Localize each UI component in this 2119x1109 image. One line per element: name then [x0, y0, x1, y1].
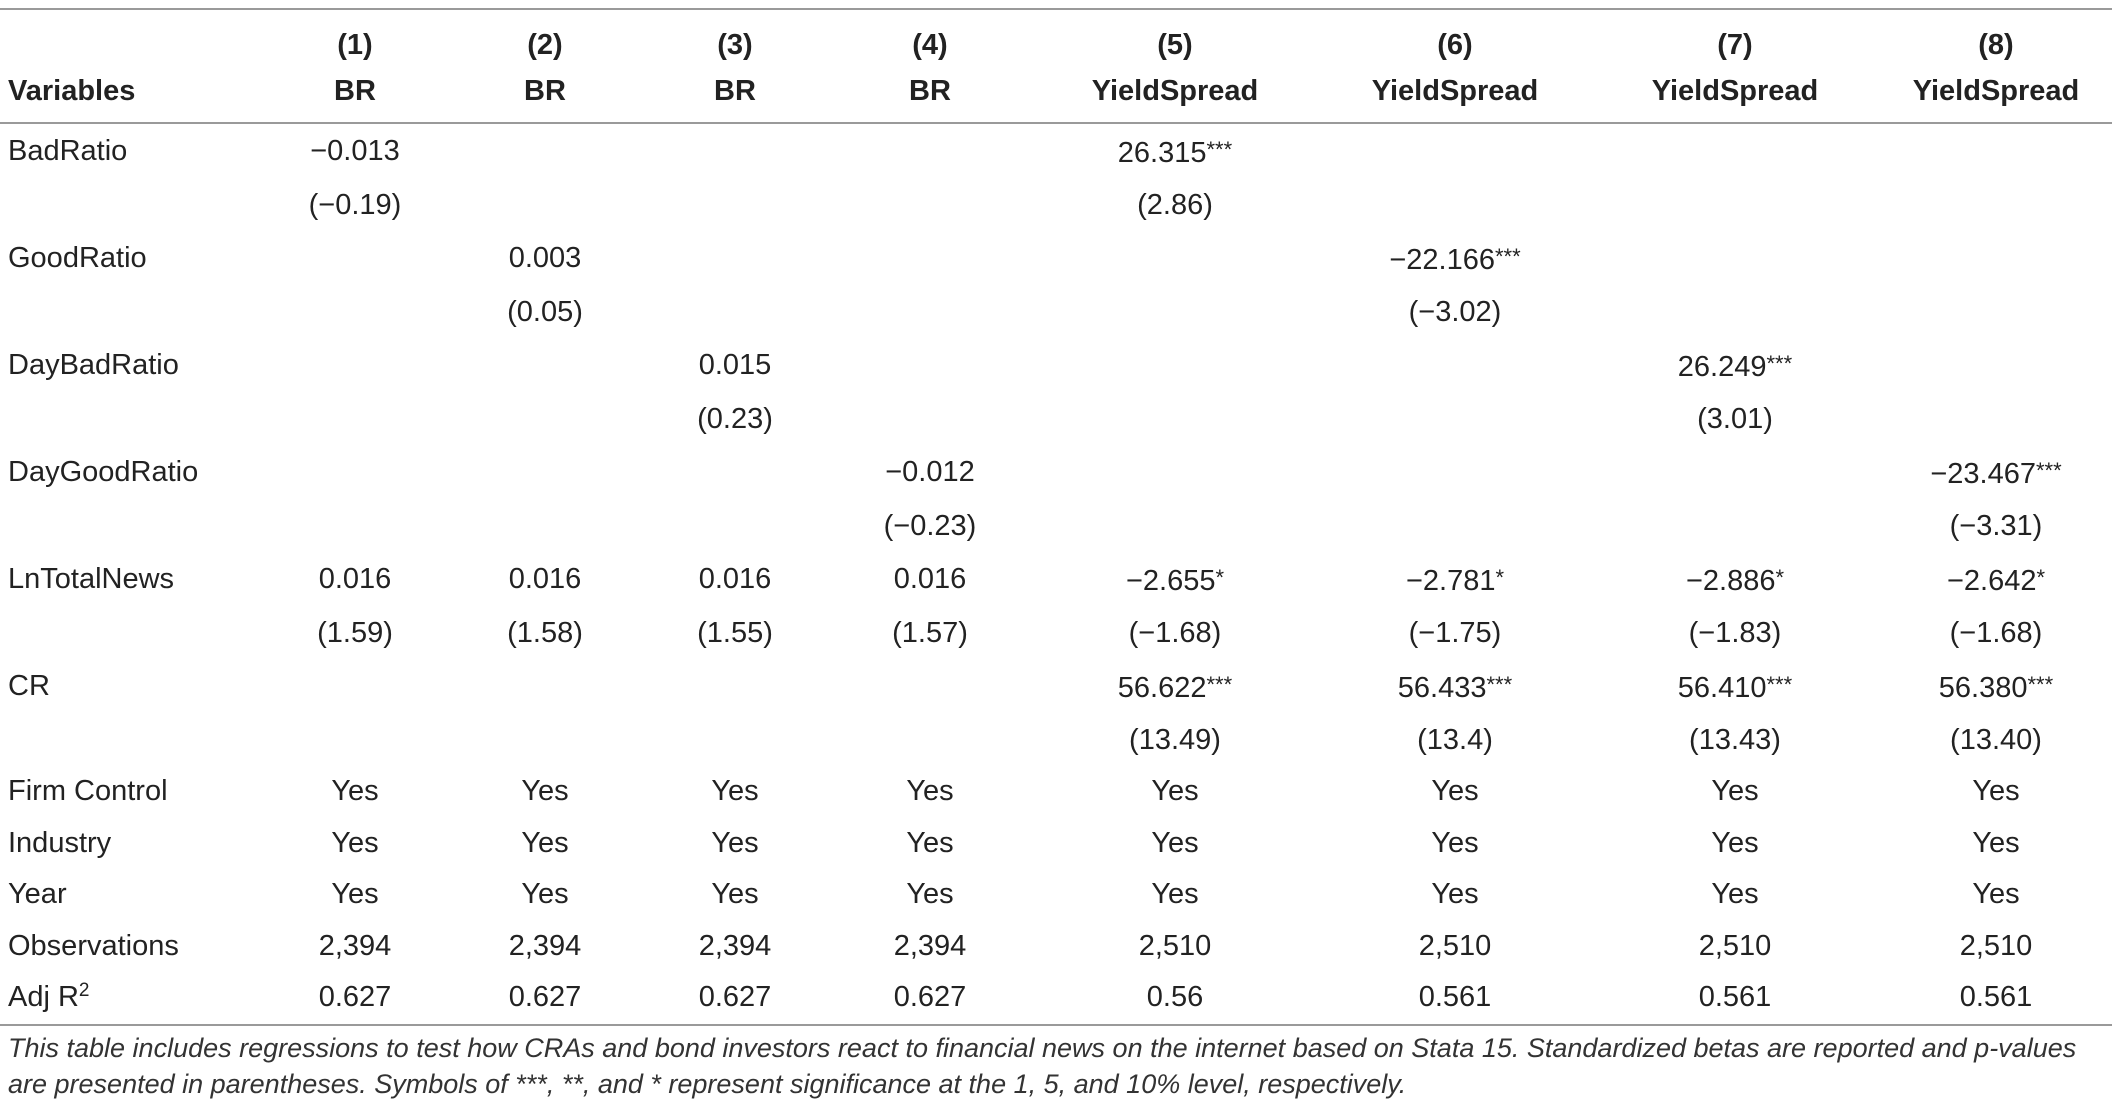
table-cell [830, 766, 1030, 818]
table-cell [1030, 921, 1320, 973]
cell-value: Yes [521, 826, 569, 859]
table-cell [830, 972, 1030, 1025]
cell-value: 56.380 [1938, 672, 2028, 704]
table-cell [450, 869, 640, 921]
table-cell [640, 659, 830, 715]
header-variables-label: Variables [0, 68, 260, 123]
table-row [0, 394, 2112, 446]
table-row [0, 338, 2112, 394]
table-cell [1590, 180, 1880, 232]
table-cell [1320, 445, 1590, 501]
row-label [0, 552, 260, 608]
cell-value: −0.013 [310, 135, 400, 167]
header-row-dependents [0, 68, 2112, 123]
table-cell [1590, 231, 1880, 287]
header-column-number: (5) [1157, 29, 1193, 61]
table-cell [830, 552, 1030, 608]
table-cell [640, 818, 830, 870]
table-cell [260, 766, 450, 818]
cell-value: (1.55) [697, 616, 773, 649]
table-cell [1880, 501, 2112, 553]
cell-value: Yes [1711, 826, 1759, 859]
table-cell [1590, 972, 1880, 1025]
table-cell [1880, 180, 2112, 232]
table-row [0, 659, 2112, 715]
table-cell [1590, 552, 1880, 608]
table-row [0, 287, 2112, 339]
row-label-text: Adj R [8, 981, 79, 1013]
cell-value: 26.315 [1117, 137, 1207, 169]
table-cell [1030, 338, 1320, 394]
table-cell [830, 231, 1030, 287]
header-dependent-variable: BR [640, 68, 830, 123]
significance-stars: *** [1206, 137, 1233, 162]
table-body [0, 123, 2112, 1025]
row-label-text: Observations [8, 929, 179, 962]
header-dependent-variable: BR [260, 68, 450, 123]
cell-value: Yes [331, 775, 379, 807]
table-cell [1030, 659, 1320, 715]
row-label-text: LnTotalNews [8, 563, 175, 595]
table-cell [640, 869, 830, 921]
cell-value: Yes [1972, 878, 2020, 910]
cell-value: 2,394 [508, 929, 582, 962]
table-cell [1030, 123, 1320, 180]
table-cell [260, 287, 450, 339]
cell-value: −2.781 [1405, 565, 1496, 597]
table-cell [830, 501, 1030, 553]
table-cell [1880, 869, 2112, 921]
cell-value: 0.627 [318, 981, 392, 1013]
cell-value: 0.561 [1698, 981, 1772, 1013]
cell-value: 2,394 [318, 929, 392, 962]
table-cell [1880, 921, 2112, 973]
table-cell [1590, 287, 1880, 339]
table-cell [260, 394, 450, 446]
table-cell [1590, 445, 1880, 501]
table-cell [450, 818, 640, 870]
table-cell [640, 715, 830, 767]
cell-value: −23.467 [1930, 458, 2036, 490]
table-cell [1030, 818, 1320, 870]
table-cell [1880, 123, 2112, 180]
row-label [0, 818, 260, 870]
header-column-number: (7) [1717, 29, 1753, 61]
cell-value: 2,510 [1418, 929, 1492, 962]
table-cell [830, 445, 1030, 501]
header-row-numbers [0, 10, 2112, 68]
row-label-text: BadRatio [8, 135, 128, 167]
cell-value: 0.015 [698, 349, 772, 381]
header-column-number: (1) [337, 29, 373, 61]
cell-value: 2,510 [1698, 929, 1772, 962]
table-row [0, 123, 2112, 180]
cell-value: (−3.02) [1408, 295, 1502, 328]
cell-value: Yes [1151, 878, 1199, 910]
table-cell [1590, 766, 1880, 818]
cell-value: (0.05) [507, 295, 583, 328]
header-blank [0, 10, 260, 68]
table-cell [1030, 394, 1320, 446]
cell-value: (1.57) [892, 616, 968, 649]
cell-value: (−1.75) [1408, 616, 1502, 649]
cell-value: 2,394 [893, 929, 967, 962]
significance-stars: *** [1766, 672, 1793, 697]
table-cell [640, 338, 830, 394]
table-row [0, 231, 2112, 287]
significance-stars: * [2036, 565, 2046, 590]
table-cell [1880, 818, 2112, 870]
cell-value: Yes [711, 878, 759, 910]
table-cell [450, 231, 640, 287]
table-cell [640, 972, 830, 1025]
table-cell [1880, 552, 2112, 608]
significance-stars: * [1495, 565, 1505, 590]
header-dependent-variable: YieldSpread [1590, 68, 1880, 123]
table-row [0, 608, 2112, 660]
significance-stars: * [1215, 565, 1225, 590]
table-cell [450, 287, 640, 339]
cell-value: Yes [711, 826, 759, 859]
table-cell [1030, 552, 1320, 608]
cell-value: Yes [521, 775, 569, 807]
cell-value: Yes [906, 878, 954, 910]
row-label-text: CR [8, 670, 50, 702]
header-column-number: (2) [527, 29, 563, 61]
table-cell [260, 552, 450, 608]
table-cell [450, 394, 640, 446]
header-dependent-variable: YieldSpread [1320, 68, 1590, 123]
table-cell [640, 123, 830, 180]
cell-value: Yes [331, 878, 379, 910]
table-cell [640, 180, 830, 232]
cell-value: 0.003 [508, 242, 582, 274]
table-note: This table includes regressions to test how CRAs and bond investors react to financial news on the internet based on Stata 15. Standardized betas are reported and p-values are presented in parentheses. Symbols of ***, **, and * represent significance at the 1, 5, and 10% level, respectively. [8, 1033, 2077, 1099]
table-cell [450, 972, 640, 1025]
table-cell [1320, 338, 1590, 394]
row-label [0, 287, 260, 339]
header-dependent-variable: BR [450, 68, 640, 123]
table-cell [1030, 501, 1320, 553]
cell-value: Yes [1151, 826, 1199, 859]
table-cell [1590, 659, 1880, 715]
table-cell [1880, 338, 2112, 394]
table-cell [1030, 766, 1320, 818]
table-cell [260, 659, 450, 715]
cell-value: Yes [906, 775, 954, 807]
cell-value: 56.622 [1117, 672, 1207, 704]
header-dependent-variable: YieldSpread [1880, 68, 2112, 123]
significance-stars: *** [1766, 351, 1793, 376]
table-cell [640, 394, 830, 446]
cell-value: 0.56 [1146, 981, 1204, 1013]
table-cell [450, 715, 640, 767]
table-cell [830, 659, 1030, 715]
row-label-superscript: 2 [78, 980, 90, 1001]
header-column-number: (4) [912, 29, 948, 61]
table-cell [260, 501, 450, 553]
table-cell [1320, 180, 1590, 232]
cell-value: 56.410 [1677, 672, 1767, 704]
row-label-text: DayBadRatio [8, 349, 179, 381]
row-label [0, 394, 260, 446]
table-cell [1030, 715, 1320, 767]
cell-value: (13.49) [1129, 723, 1221, 756]
cell-value: 0.561 [1418, 981, 1492, 1013]
table-cell [1320, 231, 1590, 287]
cell-value: Yes [1431, 775, 1479, 807]
row-label [0, 338, 260, 394]
row-label [0, 869, 260, 921]
table-cell [260, 972, 450, 1025]
significance-stars: *** [2035, 458, 2062, 483]
table-cell [450, 445, 640, 501]
table-cell [640, 445, 830, 501]
table-cell [830, 287, 1030, 339]
row-label [0, 123, 260, 180]
table-cell [1320, 501, 1590, 553]
row-label [0, 715, 260, 767]
table-cell [640, 287, 830, 339]
table-cell [1880, 445, 2112, 501]
table-cell [260, 869, 450, 921]
cell-value: (−3.31) [1949, 509, 2043, 542]
table-cell [260, 445, 450, 501]
significance-stars: *** [1494, 244, 1521, 269]
table-cell [1320, 608, 1590, 660]
table-cell [830, 338, 1030, 394]
table-cell [260, 921, 450, 973]
table-cell [1030, 445, 1320, 501]
table-row [0, 180, 2112, 232]
cell-value: 0.627 [893, 981, 967, 1013]
header-column-number: (6) [1437, 29, 1473, 61]
table-header [0, 9, 2112, 123]
table-cell [640, 921, 830, 973]
table-cell [260, 231, 450, 287]
table-cell [1880, 608, 2112, 660]
row-label [0, 766, 260, 818]
table-cell [450, 338, 640, 394]
cell-value: 26.249 [1677, 351, 1767, 383]
table-cell [1320, 287, 1590, 339]
cell-value: (−1.83) [1688, 616, 1782, 649]
table-row [0, 445, 2112, 501]
table-row [0, 921, 2112, 973]
table-cell [1590, 123, 1880, 180]
header-dependent-variable: BR [830, 68, 1030, 123]
significance-stars: *** [1206, 672, 1233, 697]
table-cell [450, 659, 640, 715]
cell-value: (1.59) [317, 616, 393, 649]
table-cell [640, 608, 830, 660]
cell-value: Yes [331, 826, 379, 859]
row-label-text: Industry [8, 826, 112, 859]
row-label-text: Year [8, 878, 67, 910]
table-cell [830, 869, 1030, 921]
table-cell [260, 338, 450, 394]
table-cell [1590, 921, 1880, 973]
cell-value: −2.655 [1125, 565, 1216, 597]
table-cell [450, 180, 640, 232]
table-cell [640, 552, 830, 608]
row-label [0, 231, 260, 287]
table-cell [1880, 231, 2112, 287]
row-label [0, 972, 260, 1025]
cell-value: (13.4) [1417, 723, 1493, 756]
table-cell [1030, 287, 1320, 339]
header-dependent-variable: YieldSpread [1030, 68, 1320, 123]
table-cell [640, 231, 830, 287]
row-label [0, 921, 260, 973]
table-cell [1590, 715, 1880, 767]
table-cell [260, 608, 450, 660]
table-cell [260, 715, 450, 767]
significance-stars: *** [2027, 672, 2054, 697]
table-cell [1320, 818, 1590, 870]
table-cell [1030, 231, 1320, 287]
table-cell [450, 552, 640, 608]
table-cell [1320, 869, 1590, 921]
table-cell [450, 608, 640, 660]
table-cell [1030, 608, 1320, 660]
cell-value: 2,394 [698, 929, 772, 962]
table-cell [830, 818, 1030, 870]
cell-value: −0.012 [885, 456, 975, 488]
table-cell [830, 921, 1030, 973]
table-cell [1590, 608, 1880, 660]
table-cell [640, 501, 830, 553]
table-row [0, 552, 2112, 608]
table-cell [1320, 715, 1590, 767]
cell-value: (2.86) [1137, 188, 1213, 221]
table-cell [830, 715, 1030, 767]
cell-value: 0.627 [508, 981, 582, 1013]
cell-value: (−0.19) [308, 188, 402, 221]
table-cell [1590, 394, 1880, 446]
cell-value: 56.433 [1397, 672, 1487, 704]
table-cell [1320, 921, 1590, 973]
header-column-number: (8) [1978, 29, 2014, 61]
header-column-number: (3) [717, 29, 753, 61]
cell-value: 2,510 [1138, 929, 1212, 962]
cell-value: −2.886 [1685, 565, 1776, 597]
table-cell [450, 921, 640, 973]
table-cell [260, 180, 450, 232]
row-label-text: DayGoodRatio [8, 456, 199, 488]
table-cell [450, 766, 640, 818]
table-row [0, 818, 2112, 870]
table-cell [1590, 501, 1880, 553]
table-cell [830, 123, 1030, 180]
cell-value: −22.166 [1389, 244, 1495, 276]
cell-value: Yes [906, 826, 954, 859]
table-row [0, 501, 2112, 553]
significance-stars: *** [1486, 672, 1513, 697]
table-cell [1030, 180, 1320, 232]
cell-value: Yes [1711, 878, 1759, 910]
table-cell [830, 394, 1030, 446]
table-cell [1320, 123, 1590, 180]
cell-value: Yes [521, 878, 569, 910]
cell-value: Yes [1711, 775, 1759, 807]
table-cell [260, 123, 450, 180]
table-cell [1880, 715, 2112, 767]
table-cell [640, 766, 830, 818]
table-cell [450, 123, 640, 180]
table-cell [1030, 869, 1320, 921]
significance-stars: * [1775, 565, 1785, 590]
regression-table [0, 8, 2112, 1026]
table-row [0, 715, 2112, 767]
cell-value: Yes [1431, 878, 1479, 910]
table-cell [1320, 766, 1590, 818]
table-cell [1880, 659, 2112, 715]
row-label [0, 501, 260, 553]
row-label-text: GoodRatio [8, 242, 147, 274]
cell-value: (3.01) [1697, 402, 1773, 435]
table-cell [1320, 659, 1590, 715]
table-row [0, 766, 2112, 818]
table-row [0, 972, 2112, 1025]
cell-value: Yes [1151, 775, 1199, 807]
cell-value: Yes [1431, 826, 1479, 859]
cell-value: Yes [711, 775, 759, 807]
table-cell [830, 608, 1030, 660]
row-label [0, 180, 260, 232]
table-cell [1880, 972, 2112, 1025]
table-cell [260, 818, 450, 870]
table-cell [1590, 818, 1880, 870]
cell-value: Yes [1972, 826, 2020, 859]
cell-value: (1.58) [507, 616, 583, 649]
table-cell [1880, 287, 2112, 339]
cell-value: 0.016 [893, 563, 967, 595]
table-cell [1320, 972, 1590, 1025]
cell-value: 0.016 [698, 563, 772, 595]
cell-value: (−1.68) [1949, 616, 2043, 649]
row-label [0, 659, 260, 715]
row-label-text: Firm Control [8, 775, 168, 807]
table-cell [1880, 394, 2112, 446]
cell-value: −2.642 [1946, 565, 2037, 597]
cell-value: 0.016 [318, 563, 392, 595]
table-row [0, 869, 2112, 921]
table-cell [1320, 552, 1590, 608]
table-cell [1880, 766, 2112, 818]
table-cell [830, 180, 1030, 232]
table-cell [1320, 394, 1590, 446]
row-label [0, 445, 260, 501]
table-cell [1590, 869, 1880, 921]
cell-value: 2,510 [1959, 929, 2033, 962]
table-cell [1590, 338, 1880, 394]
cell-value: 0.016 [508, 563, 582, 595]
cell-value: (13.43) [1689, 723, 1781, 756]
cell-value: 0.561 [1959, 981, 2033, 1013]
cell-value: Yes [1972, 775, 2020, 807]
cell-value: (13.40) [1950, 723, 2042, 756]
table-cell [1030, 972, 1320, 1025]
cell-value: (0.23) [697, 402, 773, 435]
table-cell [450, 501, 640, 553]
cell-value: 0.627 [698, 981, 772, 1013]
row-label [0, 608, 260, 660]
cell-value: (−0.23) [883, 509, 977, 542]
cell-value: (−1.68) [1128, 616, 1222, 649]
